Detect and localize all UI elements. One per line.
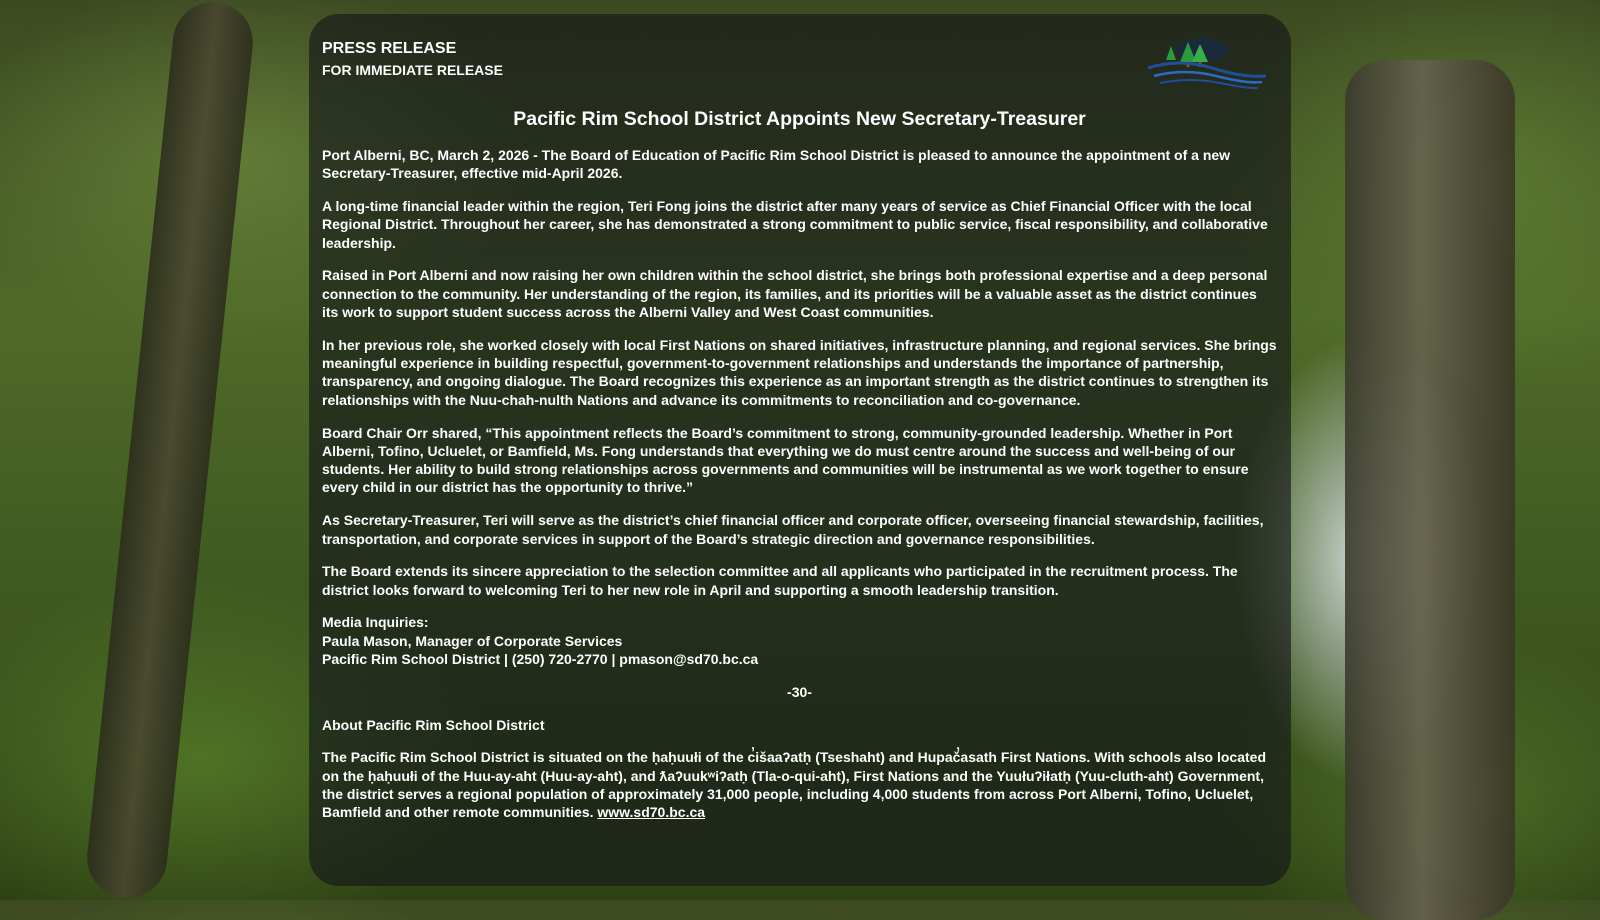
paragraph-board-chair-quote: Board Chair Orr shared, “This appointment reflects the Board’s commitment to strong, community-grounded leadership. Whether in Port Alberni, Tofino, Ucluelet, or Bamfield, Ms. Fong understands that everything we do must centre around the success and well-being of our students. Her ability to build strong relationships across governments and communities will be instrumental as we work together to ensure every child in our district has the opportunity to thrive.” xyxy=(322,424,1249,496)
immediate-release-label: FOR IMMEDIATE RELEASE xyxy=(322,62,503,78)
media-contact-details: Pacific Rim School District | (250) 720-2770 | pmason@sd70.bc.ca xyxy=(322,651,759,668)
press-release-title: Pacific Rim School District Appoints New Secretary-Treasurer xyxy=(513,108,1086,130)
paragraph-appreciation: The Board extends its sincere appreciation to the selection committee and all applicants who participated in the recruitment process. The district looks forward to welcoming Teri to her new role in April and supporting a smooth leadership transition. xyxy=(322,563,1238,598)
media-contact-name: Paula Mason, Manager of Corporate Services xyxy=(322,632,623,649)
media-inquiries xyxy=(322,613,1277,668)
background-tree-left xyxy=(83,0,257,902)
paragraph-announcement: Port Alberni, BC, March 2, 2026 - The Board of Education of Pacific Rim School District is pleased to announce the appointment of a new Secretary-Treasurer, effective mid-April 2026. xyxy=(322,147,1231,182)
about-body: The Pacific Rim School District is situated on the ḥaḥuułi of the c̓išaaʔatḥ (Tseshaht) and Hupač̓asath First Nations. With schools also located on the ḥaḥuułi of the Huu-ay-aht (Huu-ay-aht), and ƛaʔuukʷiʔatḥ (Tla-o-qui-aht), First Nations and the Yuułuʔiłatḥ (Yuu-cluth-aht) Government, the district serves a regional population of approximately 31,000 people, including 4,000 students from across Port Alberni, Tofino, Ucluelet, Bamfield and other remote communities. xyxy=(322,749,1267,821)
paragraph-background: A long-time financial leader within the region, Teri Fong joins the district after many years of service as Chief Financial Officer with the local Regional District. Throughout her career, she has demonstrated a strong commitment to public service, fiscal responsibility, and collaborative leadership. xyxy=(322,198,1268,251)
press-release-label: PRESS RELEASE xyxy=(322,40,457,57)
paragraph-community: Raised in Port Alberni and now raising her own children within the school district, she brings both professional expertise and a deep personal connection to the community. Her understanding of the region, its families, and its priorities will be a valuable asset as the district continues its work to support student success across the Alberni Valley and West Coast communities. xyxy=(322,267,1268,321)
end-marker: -30- xyxy=(787,683,812,700)
paragraph-first-nations: In her previous role, she worked closely with local First Nations on shared initiatives, infrastructure planning, and regional services. She brings meaningful experience in building respectful, government-to-government relationships and understands the importance of partnership, transparency, and ongoing dialogue. The Board recognizes this experience as an important strength as the district continues to strengthen its relationships with the Nuu-chah-nulth Nations and advance its commitments to reconciliation and co-governance. xyxy=(322,336,1277,408)
press-release xyxy=(322,38,1277,836)
media-inquiries-heading: Media Inquiries: xyxy=(322,614,429,631)
about-section xyxy=(322,748,1277,821)
background-tree-right xyxy=(1345,60,1515,920)
paragraph-role: As Secretary-Treasurer, Teri will serve as the district’s chief financial officer and corporate officer, overseeing financial stewardship, facilities, transportation, and corporate services in support of the Board’s strategic direction and governance responsibilities. xyxy=(322,512,1264,547)
district-website-link[interactable]: www.sd70.bc.ca xyxy=(597,804,706,821)
about-heading: About Pacific Rim School District xyxy=(322,716,545,733)
